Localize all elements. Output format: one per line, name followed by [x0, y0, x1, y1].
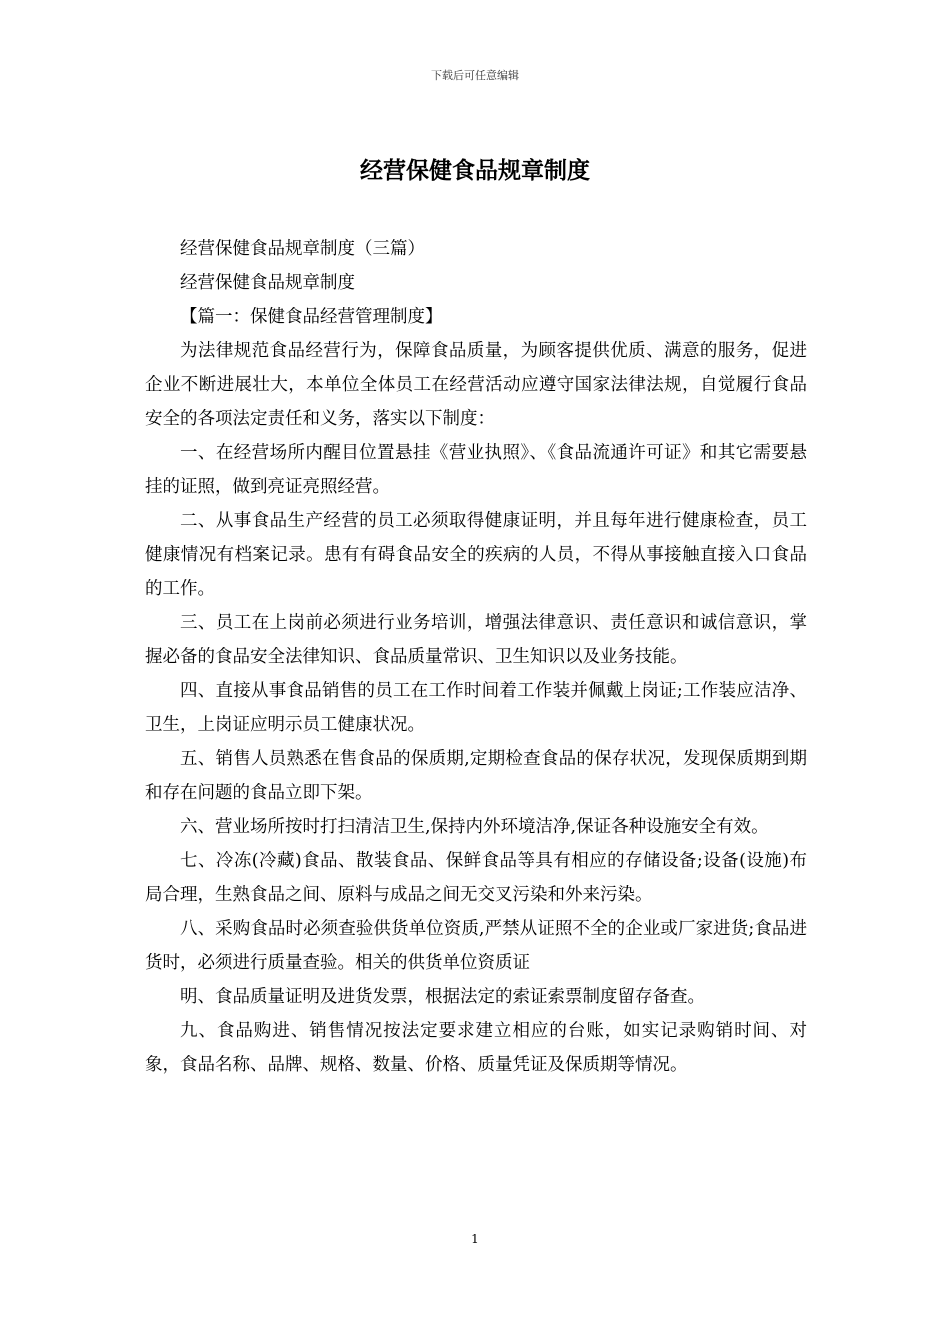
paragraph-item-4: 四、直接从事食品销售的员工在工作时间着工作装并佩戴上岗证;工作装应洁净、卫生，上岗证应明示员工健康状况。	[145, 681, 807, 735]
paragraph-item-8: 八、采购食品时必须查验供货单位资质,严禁从证照不全的企业或厂家进货;食品进货时，必须进行质量查验。相关的供货单位资质证	[145, 919, 807, 973]
paragraph-item-1: 一、在经营场所内醒目位置悬挂《营业执照》、《食品流通许可证》和其它需要悬挂的证照，做到亮证亮照经营。	[145, 443, 807, 497]
paragraph-subtitle: 经营保健食品规章制度（三篇）	[180, 239, 425, 259]
document-body	[145, 232, 807, 1082]
page-number: 1	[471, 1232, 479, 1246]
paragraph-intro: 为法律规范食品经营行为，保障食品质量，为顾客提供优质、满意的服务，促进企业不断进展壮大，本单位全体员工在经营活动应遵守国家法律法规，自觉履行食品安全的各项法定责任和义务，落实以下制度：	[145, 341, 807, 429]
paragraph-item-8-continued: 明、食品质量证明及进货发票，根据法定的索证索票制度留存备查。	[180, 987, 705, 1007]
paragraph-item-7: 七、冷冻(冷藏)食品、散装食品、保鲜食品等具有相应的存储设备;设备(设施)布局合理，生熟食品之间、原料与成品之间无交叉污染和外来污染。	[145, 851, 807, 905]
page-header: 下载后可任意编辑	[431, 69, 519, 82]
paragraph-item-2: 二、从事食品生产经营的员工必须取得健康证明，并且每年进行健康检查，员工健康情况有档案记录。患有有碍食品安全的疾病的人员，不得从事接触直接入口食品的工作。	[145, 511, 807, 599]
paragraph-item-5: 五、销售人员熟悉在售食品的保质期,定期检查食品的保存状况，发现保质期到期和存在问题的食品立即下架。	[145, 749, 807, 803]
paragraph-section-title: 【篇一：保健食品经营管理制度】	[180, 307, 443, 327]
paragraph-item-6: 六、营业场所按时打扫清洁卫生,保持内外环境洁净,保证各种设施安全有效。	[180, 817, 769, 837]
document-title: 经营保健食品规章制度	[360, 158, 590, 184]
paragraph-heading: 经营保健食品规章制度	[180, 273, 355, 293]
paragraph-item-3: 三、员工在上岗前必须进行业务培训，增强法律意识、责任意识和诚信意识，掌握必备的食品安全法律知识、食品质量常识、卫生知识以及业务技能。	[145, 613, 807, 667]
paragraph-item-9: 九、食品购进、销售情况按法定要求建立相应的台账，如实记录购销时间、对象，食品名称、品牌、规格、数量、价格、质量凭证及保质期等情况。	[145, 1021, 807, 1075]
